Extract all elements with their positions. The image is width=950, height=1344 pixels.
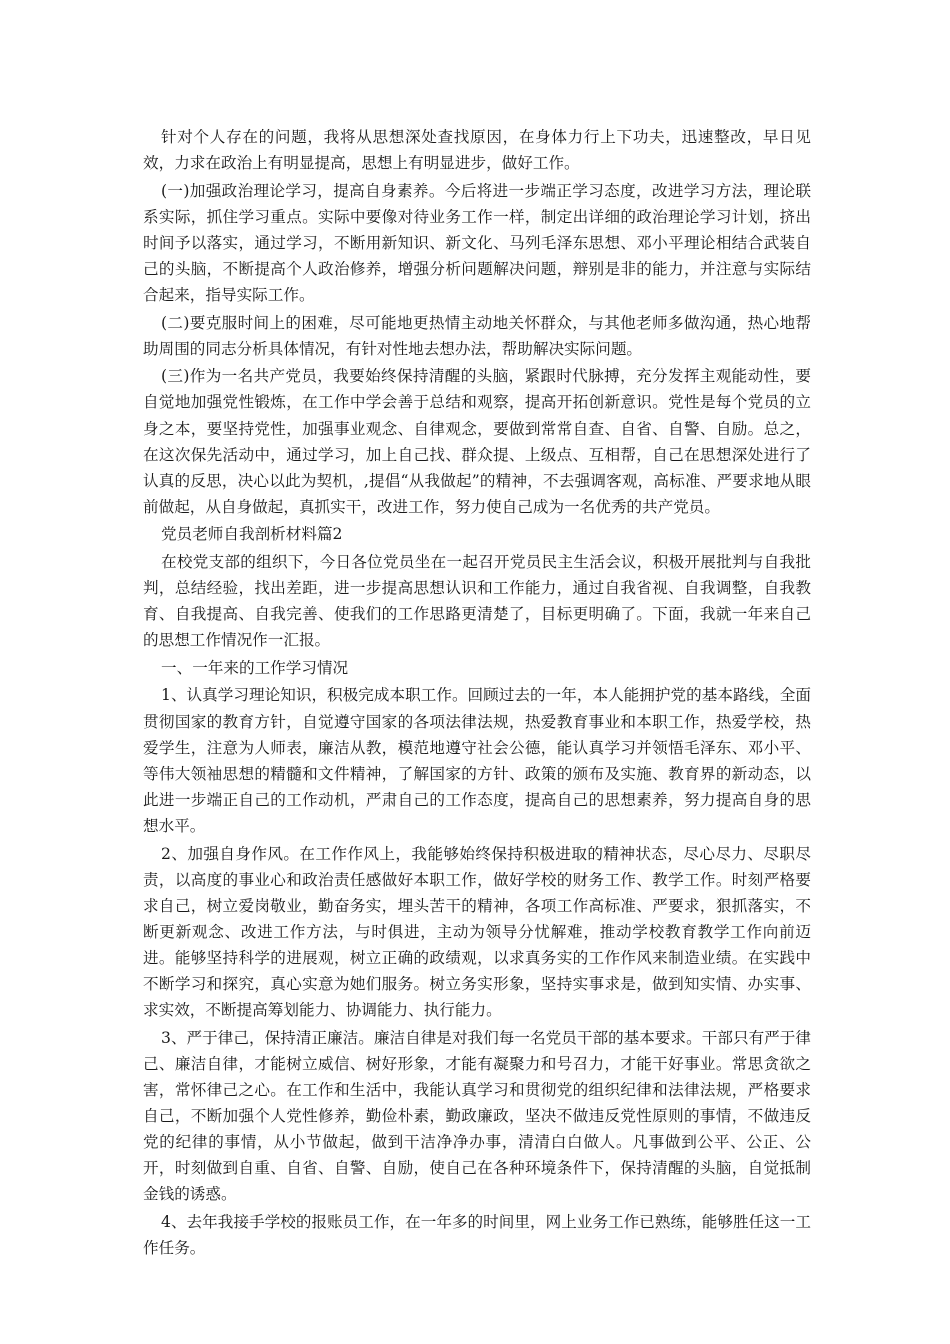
paragraph-6: 1、认真学习理论知识，积极完成本职工作。回顾过去的一年，本人能拥护党的基本路线，全面贯彻国家的教育方针，自觉遵守国家的各项法律法规，热爱教育事业和本职工作，热爱学校，热爱学生，注意为人师表，廉洁从教，模范地遵守社会公德，能认真学习并领悟毛泽东、邓小平、等伟大领袖思想的精髓和文件精神，了解国家的方针、政策的颁布及实施、教育界的新动态，以此进一步端正自己的工作动机，严肃自己的工作态度，提高自己的思想素养，努力提高自身的思想水平。 bbox=[143, 686, 811, 835]
paragraph-5: 在校党支部的组织下，今日各位党员坐在一起召开党员民主生活会议，积极开展批判与自我批判，总结经验，找出差距，进一步提高思想认识和工作能力，通过自我省视、自我调整，自我教育、自我提高、自我完善、使我们的工作思路更清楚了，目标更明确了。下面，我就一年来自己的思想工作情况作一汇报。 bbox=[143, 553, 811, 650]
subsection-title: 一、一年来的工作学习情况 bbox=[161, 658, 349, 677]
paragraph-3: (二)要克服时间上的困难，尽可能地更热情主动地关怀群众，与其他老师多做沟通，热心地帮助周围的同志分析具体情况，有针对性地去想办法，帮助解决实际问题。 bbox=[143, 313, 811, 358]
paragraph-2: (一)加强政治理论学习，提高自身素养。今后将进一步端正学习态度，改进学习方法，理论联系实际，抓住学习重点。实际中要像对待业务工作一样，制定出详细的政治理论学习计划，挤出时间予以落实，通过学习，不断用新知识、新文化、马列毛泽东思想、邓小平理论相结合武装自己的头脑，不断提高个人政治修养，增强分析问题解决问题，辩别是非的能力，并注意与实际结合起来，指导实际工作。 bbox=[143, 181, 811, 305]
document-body bbox=[143, 124, 811, 1263]
paragraph-1: 针对个人存在的问题，我将从思想深处查找原因，在身体力行上下功夫，迅速整改，早日见效，力求在政治上有明显提高，思想上有明显进步，做好工作。 bbox=[143, 128, 811, 173]
paragraph-8: 3、严于律己，保持清正廉洁。廉洁自律是对我们每一名党员干部的基本要求。干部只有严于律己、廉洁自律，才能树立威信、树好形象，才能有凝聚力和号召力，才能干好事业。常思贪欲之害，常怀律己之心。在工作和生活中，我能认真学习和贯彻党的组织纪律和法律法规，严格要求自己，不断加强个人党性修养，勤俭朴素，勤政廉政，坚决不做违反党性原则的事情，不做违反党的纪律的事情，从小节做起，做到干洁净净办事，清清白白做人。凡事做到公平、公正、公开，时刻做到自重、自省、自警、自励，使自己在各种环境条件下，保持清醒的头脑，自觉抵制金钱的诱惑。 bbox=[143, 1028, 811, 1204]
paragraph-9: 4、去年我接手学校的报账员工作，在一年多的时间里，网上业务工作已熟练，能够胜任这一工作任务。 bbox=[143, 1212, 811, 1257]
section-title: 党员老师自我剖析材料篇2 bbox=[161, 525, 343, 544]
paragraph-4: (三)作为一名共产党员，我要始终保持清醒的头脑，紧跟时代脉搏，充分发挥主观能动性，要自觉地加强党性锻炼，在工作中学会善于总结和观察，提高开拓创新意识。党性是每个党员的立身之本，要坚持党性，加强事业观念、自律观念，要做到常常自查、自省、自警、自励。总之，在这次保先活动中，通过学习，加上自己找、群众提、上级点、互相帮，自己在思想深处进行了认真的反思，决心以此为契机，,提倡“从我做起”的精神，不去强调客观，高标准、严要求地从眼前做起，从自身做起，真抓实干，改进工作，努力使自己成为一名优秀的共产党员。 bbox=[143, 367, 811, 516]
paragraph-7: 2、加强自身作风。在工作作风上，我能够始终保持积极进取的精神状态，尽心尽力、尽职尽责，以高度的事业心和政治责任感做好本职工作，做好学校的财务工作、教学工作。时刻严格要求自己，树立爱岗敬业，勤奋务实，埋头苦干的精神，各项工作高标准、严要求，狠抓落实，不断更新观念、改进工作方法，与时俱进，主动为领导分忧解难，推动学校教育教学工作向前迈进。能够坚持科学的进展观，树立正确的政绩观，以求真务实的工作作风来制造业绩。在实践中不断学习和探究，真心实意为她们服务。树立务实形象，坚持实事求是，做到知实情、办实事、求实效，不断提高筹划能力、协调能力、执行能力。 bbox=[143, 844, 811, 1020]
